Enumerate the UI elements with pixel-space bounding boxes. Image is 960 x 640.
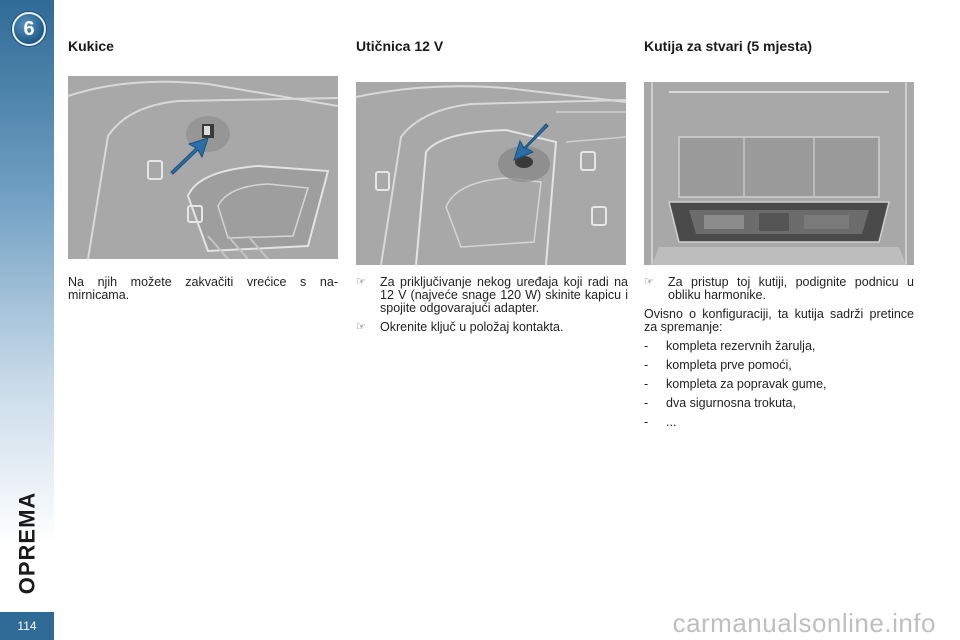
illustration-storage-box	[644, 82, 914, 265]
list-item: - dva sigurnosna trokuta,	[644, 396, 796, 410]
pointing-hand-icon: ☞	[644, 276, 654, 288]
list-item: - kompleta rezervnih žarulja,	[644, 339, 816, 353]
illustration-hooks	[68, 76, 338, 259]
watermark: carmanualsonline.info	[672, 608, 936, 638]
list-item: - ...	[644, 415, 677, 429]
boot-storage-drawing	[644, 82, 914, 265]
instruction-item	[356, 321, 628, 334]
heading-storage-box: Kutija za stvari (5 mjesta)	[644, 38, 813, 54]
storage-box-text	[644, 276, 914, 429]
list-item-text: kompleta za popravak gume,	[666, 377, 827, 391]
chapter-sidebar	[0, 0, 54, 640]
hooks-description: Na njih možete zakvačiti vrećice s na-mirnicama.	[68, 275, 338, 302]
heading-hooks: Kukice	[68, 38, 114, 54]
instruction-text: Za priključivanje nekog uređaja koji radi na 12 V (najveće snage 120 W) skinite kapicu i spojite odgovarajući adapter.	[380, 275, 628, 315]
column-storage-box	[644, 38, 916, 62]
heading-socket: Utičnica 12 V	[356, 38, 444, 54]
storage-intro: Ovisno o konfiguraciji, ta kutija sadrži pretince za spremanje:	[644, 307, 914, 334]
list-item-text: kompleta prve pomoći,	[666, 358, 792, 372]
column-hooks	[68, 38, 338, 62]
list-item: - kompleta za popravak gume,	[644, 377, 827, 391]
instruction-text: Za pristup toj kutiji, podignite podnicu u obliku harmonike.	[668, 275, 914, 302]
column-socket	[356, 38, 626, 62]
illustration-socket	[356, 82, 626, 265]
chapter-title-text: OPREMA	[14, 491, 39, 594]
instruction-text: Okrenite ključ u položaj kontakta.	[380, 320, 564, 334]
page-number: 114	[0, 612, 54, 640]
socket-instructions	[356, 276, 628, 340]
boot-socket-drawing	[356, 82, 626, 265]
chapter-title	[12, 490, 42, 595]
list-item: - kompleta prve pomoći,	[644, 358, 792, 372]
pointing-hand-icon: ☞	[356, 276, 366, 288]
chapter-number-badge: 6	[12, 12, 46, 46]
list-item-text: kompleta rezervnih žarulja,	[666, 339, 816, 353]
list-item-text: ...	[666, 415, 677, 429]
pointing-hand-icon: ☞	[356, 321, 366, 333]
boot-hooks-drawing	[68, 76, 338, 259]
instruction-item	[644, 276, 914, 302]
list-item-text: dva sigurnosna trokuta,	[666, 396, 796, 410]
instruction-item	[356, 276, 628, 315]
